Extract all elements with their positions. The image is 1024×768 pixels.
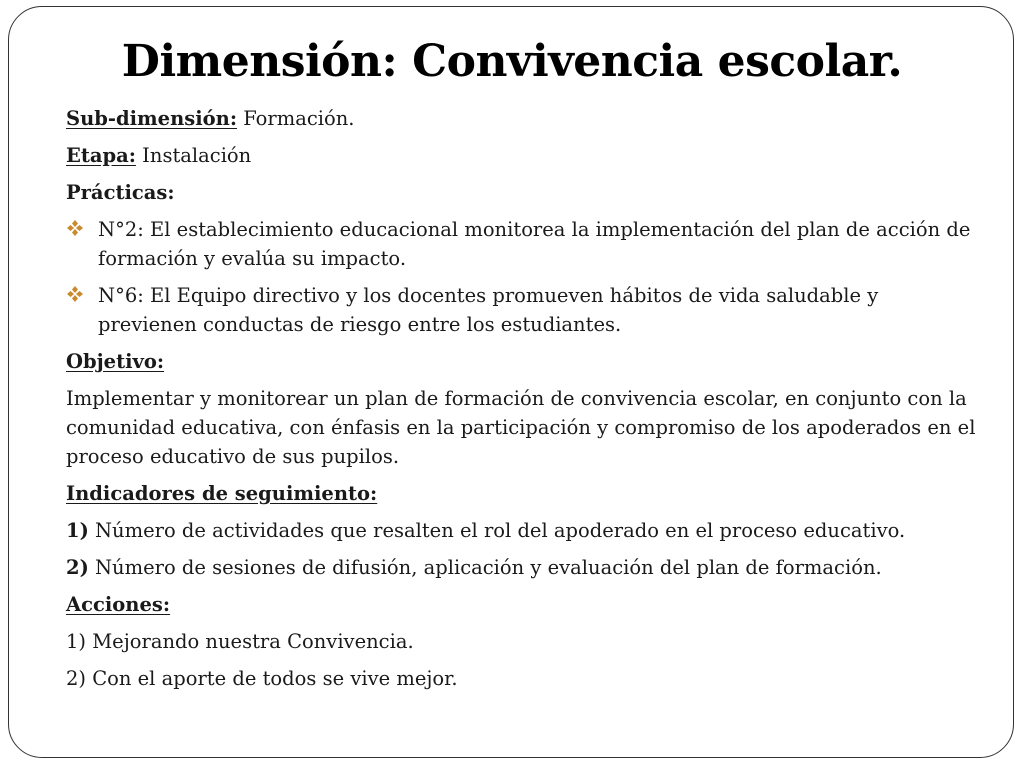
diamond-bullet-icon <box>66 285 84 303</box>
etapa-label: Etapa: <box>66 144 136 167</box>
practica-text: N°6: El Equipo directivo y los docentes promueven hábitos de vida saludable y previenen conductas de riesgo entre los estudiantes. <box>98 284 879 336</box>
etapa-row <box>66 141 976 170</box>
practicas-label-row <box>66 178 976 207</box>
sub-dimension-row <box>66 104 976 133</box>
acciones-label: Acciones: <box>66 593 171 616</box>
objetivo-text: Implementar y monitorear un plan de formación de convivencia escolar, en conjunto con la comunidad educativa, con énfasis en la participación y compromiso de los apoderados en el proceso educativo de sus pupilos. <box>66 387 976 468</box>
acciones-label-row <box>66 590 976 619</box>
practicas-label: Prácticas: <box>66 181 175 204</box>
indicadores-label: Indicadores de seguimiento: <box>66 482 378 505</box>
sub-dimension-label: Sub-dimensión: <box>66 107 238 130</box>
indicadores-label-row <box>66 479 976 508</box>
indicador-item <box>66 516 976 545</box>
accion-item: 2) Con el aporte de todos se vive mejor. <box>66 667 458 690</box>
diamond-bullet-icon <box>66 219 84 237</box>
slide-content <box>66 104 976 701</box>
objetivo-label: Objetivo: <box>66 350 165 373</box>
slide-title: Dimensión: Convivencia escolar. <box>121 36 903 87</box>
indicador-number: 1) <box>66 519 89 542</box>
indicador-item <box>66 553 976 582</box>
practica-text: N°2: El establecimiento educacional monitorea la implementación del plan de acción de formación y evalúa su impacto. <box>98 218 971 270</box>
practica-item <box>66 281 976 339</box>
indicador-text: Número de sesiones de difusión, aplicación y evaluación del plan de formación. <box>88 556 882 579</box>
sub-dimension-value: Formación. <box>237 107 355 130</box>
indicador-number: 2) <box>66 556 89 579</box>
indicador-text: Número de actividades que resalten el rol del apoderado en el proceso educativo. <box>88 519 906 542</box>
objetivo-label-row <box>66 347 976 376</box>
practica-item <box>66 215 976 273</box>
accion-item: 1) Mejorando nuestra Convivencia. <box>66 630 414 653</box>
practicas-list <box>66 215 976 339</box>
etapa-value: Instalación <box>135 144 252 167</box>
